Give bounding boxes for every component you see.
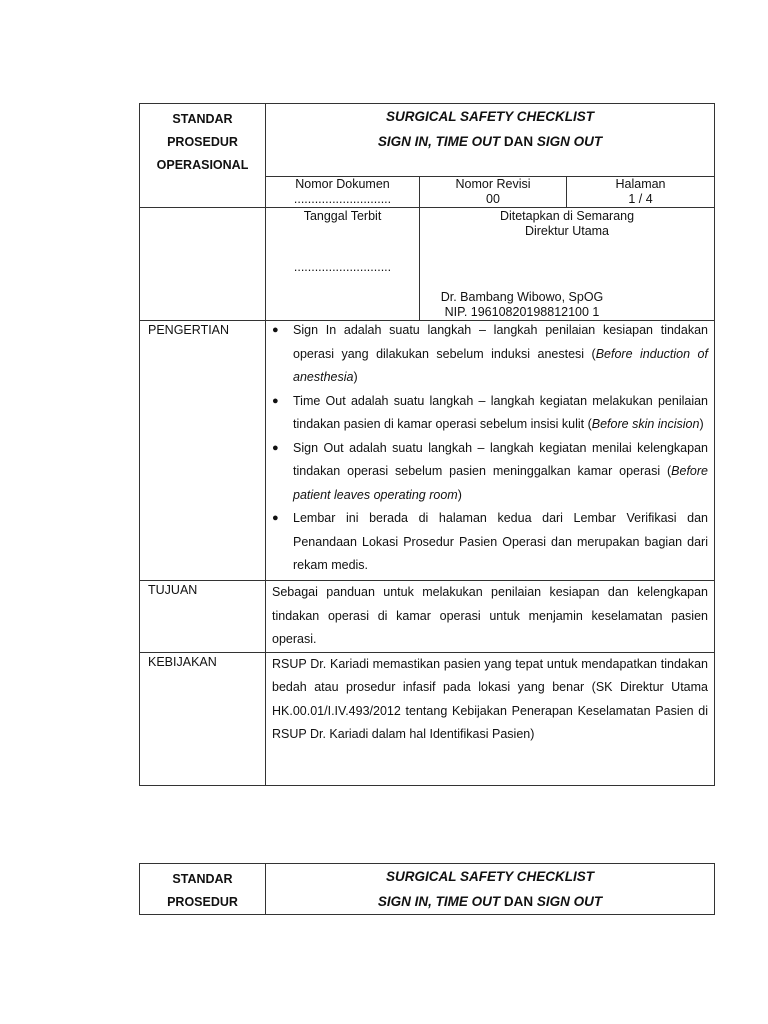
doc-subtitle: SIGN IN, TIME OUT DAN SIGN OUT xyxy=(377,134,603,149)
kebijakan-text: RSUP Dr. Kariadi memastikan pasien yang tepat untuk mendapatkan tindakan bedah atau prosedur infasif pada lokasi yang benar (SK Direktur Utama HK.00.01/I.IV.493/2012 tentang Kebijakan Penerapan Keselamatan Pasien di RSUP Dr. Kariadi dalam hal Identifikasi Pasien) xyxy=(266,652,715,785)
doc-subtitle: SIGN IN, TIME OUT DAN SIGN OUT xyxy=(377,894,603,909)
doc-title: SURGICAL SAFETY CHECKLIST xyxy=(385,109,595,124)
halaman-value: 1 / 4 xyxy=(628,192,653,206)
list-item: ● Lembar ini berada di halaman kedua dari Lembar Verifikasi dan Penandaan Lokasi Prosedur Pasien Operasi dan merupakan bagian dari rekam medis. xyxy=(266,507,714,578)
list-item: ● Time Out adalah suatu langkah – langkah kegiatan melakukan penilaian tindakan pasien di kamar operasi sebelum insisi kulit (Before skin incision) xyxy=(266,390,714,437)
bullet-dot-icon: ● xyxy=(272,324,279,336)
sop-table-page2 xyxy=(139,863,715,915)
nomor-dokumen-label: Nomor Dokumen xyxy=(295,177,390,191)
empty-left-cell xyxy=(140,208,266,321)
nomor-dokumen-value: ............................ xyxy=(293,192,392,206)
nomor-revisi-cell xyxy=(420,177,567,208)
header-prosedur: PROSEDUR xyxy=(167,895,238,909)
nama-direktur: Dr. Bambang Wibowo, SpOG xyxy=(440,290,604,304)
nomor-revisi-label: Nomor Revisi xyxy=(455,177,531,191)
tanggal-terbit-cell xyxy=(266,208,420,321)
halaman-label: Halaman xyxy=(615,177,666,191)
bullet-dot-icon: ● xyxy=(272,441,279,454)
sop2-header-left xyxy=(140,864,266,915)
nip-direktur: NIP. 19610820198812100 1 xyxy=(444,305,600,319)
header-prosedur: PROSEDUR xyxy=(167,135,238,149)
list-item: ● Sign Out adalah suatu langkah – langkah kegiatan menilai kelengkapan tindakan operasi sebelum pasien meninggalkan kamar operasi (Before patient leaves operating room) xyxy=(266,437,714,508)
header-operasional: OPERASIONAL xyxy=(156,158,249,172)
tujuan-label: TUJUAN xyxy=(140,581,266,653)
nomor-dokumen-cell xyxy=(266,177,420,208)
header-standar: STANDAR xyxy=(172,112,233,126)
header-standar: STANDAR xyxy=(172,872,233,886)
tanggal-terbit-label: Tanggal Terbit xyxy=(303,209,382,223)
pengertian-content xyxy=(266,321,715,581)
bullet-dot-icon: ● xyxy=(272,394,279,407)
pengesahan-cell xyxy=(420,208,715,321)
bullet-dot-icon: ● xyxy=(272,512,279,524)
direktur-text: Direktur Utama xyxy=(524,224,610,238)
list-item: ● Sign In adalah suatu langkah – langkah penilaian kesiapan tindakan operasi yang dilakukan sebelum induksi anestesi (Before induction of anesthesia) xyxy=(266,319,714,390)
sop-table-page1 xyxy=(139,103,715,786)
sop-header-left xyxy=(140,104,266,208)
kebijakan-label: KEBIJAKAN xyxy=(140,652,266,785)
pengertian-list xyxy=(266,319,714,578)
halaman-cell xyxy=(567,177,715,208)
sop-title-cell xyxy=(266,104,715,177)
pengertian-label: PENGERTIAN xyxy=(140,321,266,581)
doc-title: SURGICAL SAFETY CHECKLIST xyxy=(385,869,595,884)
ditetapkan-text: Ditetapkan di Semarang xyxy=(499,209,635,223)
tujuan-text: Sebagai panduan untuk melakukan penilaian kesiapan dan kelengkapan tindakan operasi di kamar operasi untuk menjamin keselamatan pasien operasi. xyxy=(266,581,715,653)
nomor-revisi-value: 00 xyxy=(486,192,500,206)
tanggal-terbit-value: ............................ xyxy=(293,260,392,274)
sop2-title-cell xyxy=(266,864,715,915)
